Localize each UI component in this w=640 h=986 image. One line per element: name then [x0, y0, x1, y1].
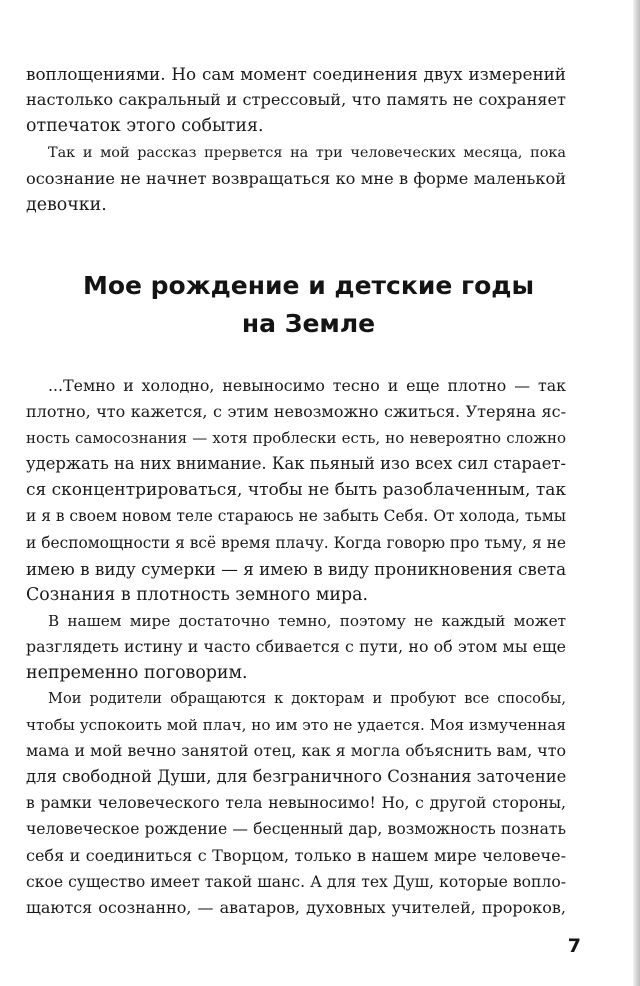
text-line: непременно поговорим.	[26, 663, 248, 684]
text-line: осознание не начнет возвращаться ко мне в форме маленькой	[26, 169, 566, 189]
text-line: Сознания в плотность земного мира.	[26, 584, 368, 605]
text-line: настолько сакральный и стрессовый, что память не сохраняет	[26, 90, 566, 110]
text-line: щаются осознанно, — аватаров, духовных учителей, пророков,	[26, 897, 566, 917]
text-line: в рамки человеческого тела невыносимо! Но, с другой стороны,	[26, 794, 566, 813]
text-line: ся сконцентрироваться, чтобы не быть разоблаченным, так	[26, 480, 566, 501]
text-line: отпечаток этого события.	[26, 116, 264, 137]
text-line: чтобы успокоить мой плач, но им это не удается. Моя измученная	[26, 716, 566, 735]
heading-line-2: на Земле	[241, 309, 376, 338]
text-line: имею в виду сумерки — я имею в виду проникновения света	[26, 558, 567, 579]
text-line: ...Темно и холодно, невыносимо тесно и еще плотно — так	[48, 376, 566, 395]
text-line: Так и мой рассказ прервется на три человеческих месяца, пока	[48, 145, 566, 161]
page-number: 7	[567, 935, 581, 957]
text-line: ское существо имеет такой шанс. А для тех Душ, которые вопло-	[26, 872, 566, 891]
text-line: для свободной Души, для безграничного Сознания заточение	[26, 767, 567, 787]
paragraph-3	[26, 373, 566, 608]
paragraph-5	[26, 686, 566, 921]
paragraph-1	[26, 61, 566, 139]
text-line: плотно, что кажется, с этим невозможно сжиться. Утеряна яс-	[26, 402, 566, 422]
text-line: удержать на них внимание. Как пьяный изо всех сил старает-	[26, 454, 566, 474]
text-line: и я в своем новом теле стараюсь не забыть Себя. От холода, тьмы	[26, 507, 566, 526]
text-line: ность самосознания — хотя проблески есть, но невероятно сложно	[26, 429, 566, 448]
text-line: и беспомощности я всё время плачу. Когда говорю про тьму, я не	[26, 533, 566, 552]
heading-line-1: Мое рождение и детские годы	[82, 271, 535, 300]
text-line: девочки.	[26, 195, 107, 216]
text-line: себя и соединиться с Творцом, только в нашем мире человече-	[26, 845, 566, 865]
text-line: Мои родители обращаются к докторам и пробуют все способы,	[48, 690, 566, 707]
page-edge-shadow	[633, 0, 640, 986]
text-line: В нашем мире достаточно темно, поэтому не каждый может	[48, 612, 566, 630]
text-line: разглядеть истину и часто сбивается с пути, но об этом мы еще	[26, 637, 566, 657]
text-line: мама и мой вечно занятой отец, как я могла объяснить вам, что	[26, 741, 566, 761]
text-line: человеческое рождение — бесценный дар, возможность познать	[26, 820, 566, 839]
paragraph-2	[26, 140, 566, 218]
text-line: воплощениями. Но сам момент соединения двух измерений	[26, 64, 566, 84]
chapter-heading	[26, 267, 591, 343]
paragraph-4	[26, 608, 566, 686]
